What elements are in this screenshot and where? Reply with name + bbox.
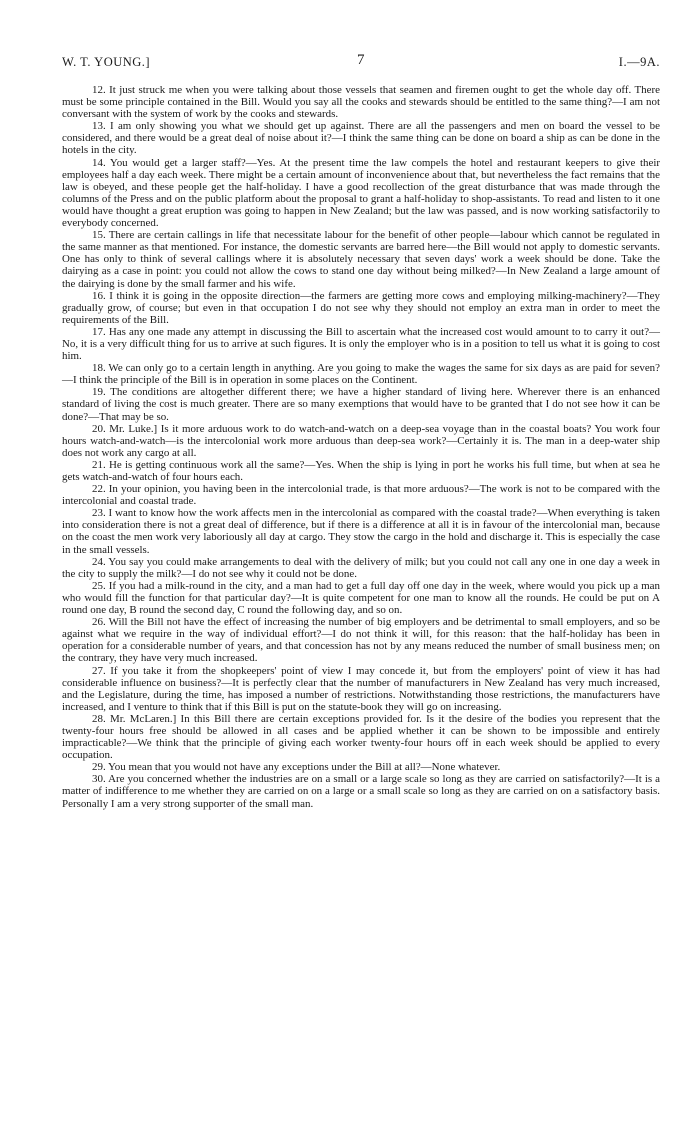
paragraph-13: 13. I am only showing you what we should get up against. There are all the passengers and men on board the vessel to be considered, and there would be a great deal of noise about it?—I think the same thing can be done on board a ship as can be done in the hotels in the city. [62, 120, 660, 157]
paragraph-25: 25. If you had a milk-round in the city, and a man had to get a full day off one day in the week, where would you pick up a man who would fill the function for that particular day?—It is quite competent for one man to know all the rounds. He could be put on A round one day, B round the second day, C round the following day, and so on. [62, 579, 660, 617]
paragraph-14: 14. You would get a larger staff?—Yes. At the present time the law compels the hotel and restaurant keepers to give their employees half a day each week. There might be a certain amount of inconvenience about that, but nevertheless the fact remains that the law is obeyed, and these people get the half-holiday. I have a good recollection of the great disturbance that was made through the columns of the Press and on the public platform about the proposal to grant a half-holiday to shop-assistants. To read and listen to it one would have thought a great eruption was going to happen in New Zealand; but the law was passed, and is now working satisfactorily to everybody concerned. [62, 156, 660, 230]
paragraph-26: 26. Will the Bill not have the effect of increasing the number of big employers and be detrimental to small employers, and so be against what we require in the way of individual effort?—I do not think it will, for this reason: that the half-holiday has been in operation for a considerable number of years, and that concession has not by any means reduced the number of small business men; on the contrary, they have very much increased. [62, 616, 660, 665]
header-witness-name: W. T. YOUNG.] [62, 55, 151, 69]
paragraph-22: 22. In your opinion, you having been in the intercolonial trade, is that more arduous?—The work is not to be compared with the intercolonial and coastal trade. [62, 483, 660, 508]
running-header [62, 52, 660, 75]
paragraph-20: 20. Mr. Luke.] Is it more arduous work to do watch-and-watch on a deep-sea voyage than in the coastal boats? You work four hours watch-and-watch—is the intercolonial work more arduous than deep-sea work?—Certainly it is. The man in a deep-water ship does not work any cargo at all. [62, 422, 660, 459]
page-number: 7 [357, 52, 365, 68]
paragraph-29: 29. You mean that you would not have any exceptions under the Bill at all?—None whatever. [92, 761, 501, 774]
paragraph-12: 12. It just struck me when you were talking about those vessels that seamen and firemen ought to get the whole day off. There must be some principle contained in the Bill. Would you say all the cooks and stewards should be entitled to the same thing?—I am not conversant with the system of work by the cooks and stewards. [62, 84, 660, 121]
paragraph-19: 19. The conditions are altogether different there; we have a higher standard of living here. Wherever there is an enhanced standard of living the cost is much greater. There are so many exemptions that would have to be granted that I do not see how it can be done?—That may be so. [62, 386, 660, 423]
paragraph-18: 18. We can only go to a certain length in anything. Are you going to make the wages the same for six days as are paid for seven?—I think the principle of the Bill is in operation in some places on the Continent. [62, 362, 660, 387]
paragraph-21: 21. He is getting continuous work all the same?—Yes. When the ship is lying in port he works his full time, but when at sea he gets watch-and-watch of four hours each. [62, 458, 660, 483]
paragraph-15: 15. There are certain callings in life that necessitate labour for the benefit of other people—labour which cannot be regulated in the same manner as that mentioned. For instance, the domestic servants are barred here—the Bill would not apply to domestic servants. One has only to think of several callings where it is absolutely necessary that seven days' work a week should be done. Take the dairying as a case in point: you could not allow the cows to stand one day without being milked?—In New Zealand a large amount of the dairying is done by the small farmer and his wife. [62, 229, 660, 290]
paragraph-17: 17. Has any one made any attempt in discussing the Bill to ascertain what the increased cost would amount to to carry it out?—No, it is a very difficult thing for us to arrive at such figures. It is only the employer who is in a position to tell us what it is going to cost him. [62, 325, 660, 363]
paragraph-27: 27. If you take it from the shopkeepers' point of view I may concede it, but from the employers' point of view it has had considerable influence on business?—It is perfectly clear that the number of manufacturers in New Zealand has very much increased, and the Legislature, during the time, has imposed a number of restrictions. Notwithstanding those restrictions, the manufacturers have increased, and I venture to think that if this Bill is put on the statute-book they will go on increasing. [62, 664, 660, 713]
paragraph-16: 16. I think it is going in the opposite direction—the farmers are getting more cows and employing milking-machinery?—They gradually grow, of course; but even in that occupation I do not see why they should not employ an extra man in order to meet the requirements of the Bill. [62, 289, 660, 326]
document-body [62, 84, 660, 810]
header-document-ref: I.—9A. [618, 55, 660, 69]
paragraph-28: 28. Mr. McLaren.] In this Bill there are certain exceptions provided for. Is it the desire of the bodies you represent that the twenty-four hours free should be allowed in all cases and be applied whether it can be shown to be impossible and entirely impracticable?—We think that the principle of giving each worker twenty-four hours off in each week should be applied to every occupation. [62, 712, 660, 762]
paragraph-23: 23. I want to know how the work affects men in the intercolonial as compared with the coastal trade?—When everything is taken into consideration there is not a great deal of difference, but if there is a difference at all it is in favour of the intercolonial man, because on the coast the men work very laboriously all day at cargo. They stow the cargo in the hold and discharge it. This is especially the case in the small vessels. [62, 507, 660, 556]
paragraph-24: 24. You say you could make arrangements to deal with the delivery of milk; but you could not call any one in one day a week in the city to supply the milk?—I do not see why it could not be done. [62, 555, 660, 580]
paragraph-30: 30. Are you concerned whether the industries are on a small or a large scale so long as they are carried on satisfactorily?—It is a matter of indifference to me whether they are carried on on a large or a small scale so long as they are carried on on a satisfactory basis. Personally I am a very strong supporter of the small man. [62, 773, 660, 810]
